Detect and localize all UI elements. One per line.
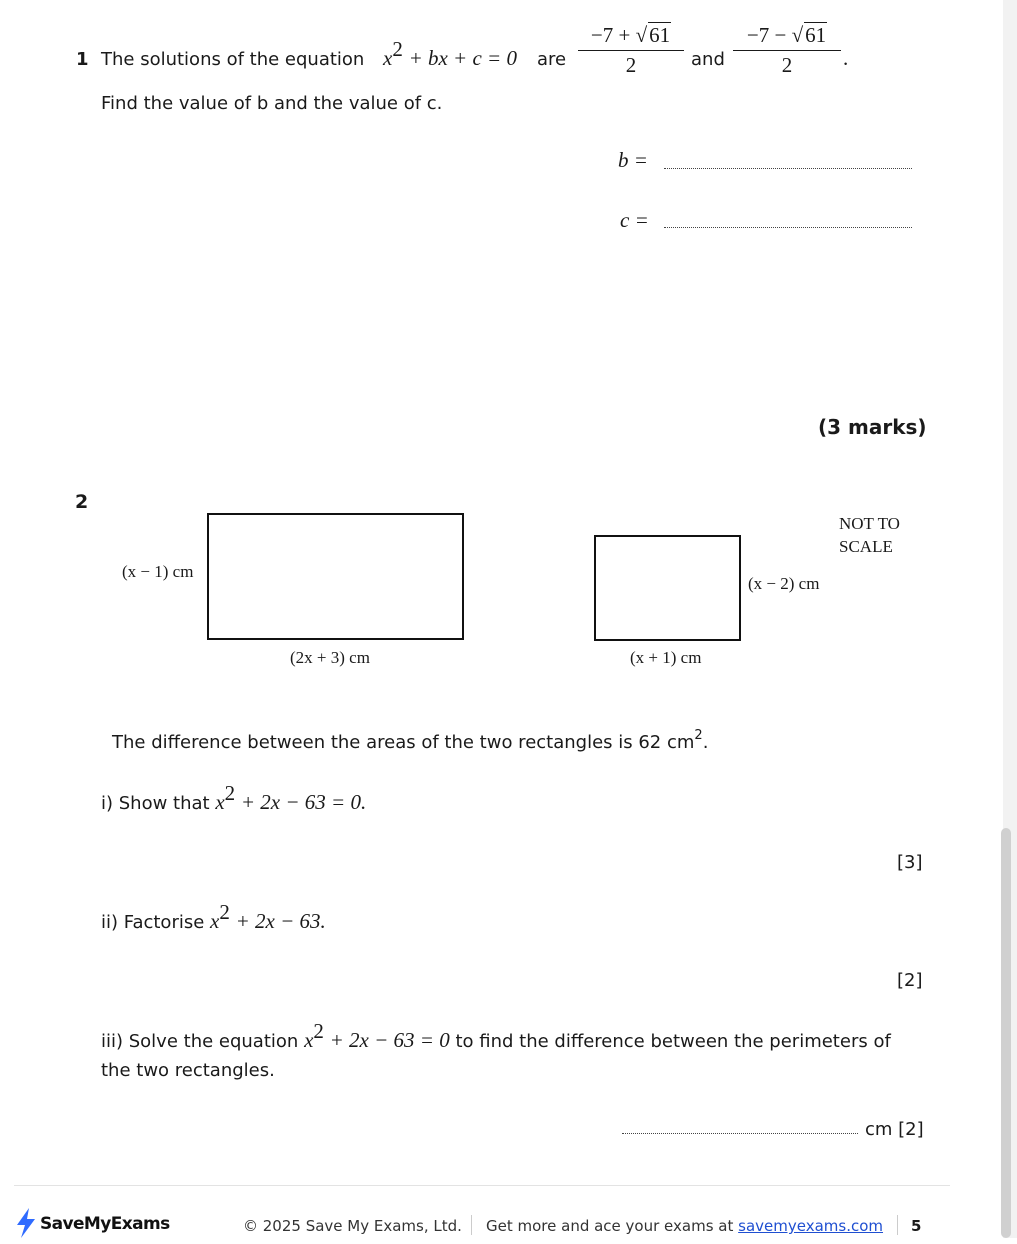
q2-part-ii: ii) Factorise $x^2 + 2x - 63$. — [101, 900, 326, 933]
footer-copyright: © 2025 Save My Exams, Ltd. — [243, 1217, 462, 1235]
q1-root-1: $\frac{-7 + √61}{2}$ — [578, 22, 684, 78]
brand-logo-text[interactable]: SaveMyExams — [40, 1214, 170, 1234]
footer — [0, 1212, 960, 1238]
rect2-height-label: (x − 2) cm — [748, 574, 820, 593]
q1-marks: (3 marks) — [818, 415, 927, 439]
logo-bolt-icon — [14, 1207, 38, 1244]
scrollbar-thumb[interactable] — [1001, 828, 1011, 1238]
q2-part-iii-line-2: the two rectangles. — [101, 1060, 275, 1081]
q2-part-ii-marks: [2] — [897, 970, 923, 991]
q2-part-iii-unit-marks: cm [2] — [865, 1119, 924, 1140]
q1-root-2: $\frac{-7 - √61}{2}$ — [733, 22, 841, 78]
b-answer-label: b = — [618, 148, 648, 172]
q2-number: 2 — [75, 491, 89, 513]
not-to-scale-line-2: SCALE — [839, 537, 893, 556]
not-to-scale-line-1: NOT TO — [839, 514, 900, 533]
footer-separator-1 — [471, 1215, 472, 1235]
q2-difference-text: The difference between the areas of the two rectangles is 62 $cm^2$. — [112, 728, 709, 753]
rect1-height-label: (x − 1) cm — [122, 562, 194, 581]
footer-promo: Get more and ace your exams at savemyexams.com — [486, 1217, 884, 1235]
rectangle-1 — [207, 513, 464, 640]
rectangle-2 — [594, 535, 741, 641]
q1-intro-text: The solutions of the equation — [101, 49, 365, 70]
q1-find-text: Find the value of b and the value of c. — [101, 93, 443, 114]
q2-part-iii-answer-line[interactable] — [622, 1133, 858, 1134]
footer-divider — [14, 1185, 950, 1186]
q1-and-text: and — [691, 49, 725, 70]
footer-separator-2 — [897, 1215, 898, 1235]
footer-link[interactable]: savemyexams.com — [738, 1217, 884, 1235]
q1-equation: $x^2$ + bx + c = 0 — [383, 37, 517, 70]
page-number: 5 — [911, 1217, 922, 1235]
rect2-width-label: (x + 1) cm — [630, 648, 702, 667]
q1-period: . — [843, 46, 849, 70]
q2-part-iii: iii) Solve the equation $x^2 + 2x - 63 = 0$ to find the difference between the perimeters of — [101, 1019, 891, 1052]
c-answer-label: c = — [620, 208, 649, 232]
q2-part-i-marks: [3] — [897, 852, 923, 873]
q1-number: 1 — [76, 49, 89, 70]
q1-are-text: are — [537, 49, 567, 70]
rect1-width-label: (2x + 3) cm — [290, 648, 370, 667]
b-answer-line[interactable] — [664, 168, 912, 169]
q2-part-i: i) Show that $x^2 + 2x - 63 = 0$. — [101, 781, 367, 814]
c-answer-line[interactable] — [664, 227, 912, 228]
